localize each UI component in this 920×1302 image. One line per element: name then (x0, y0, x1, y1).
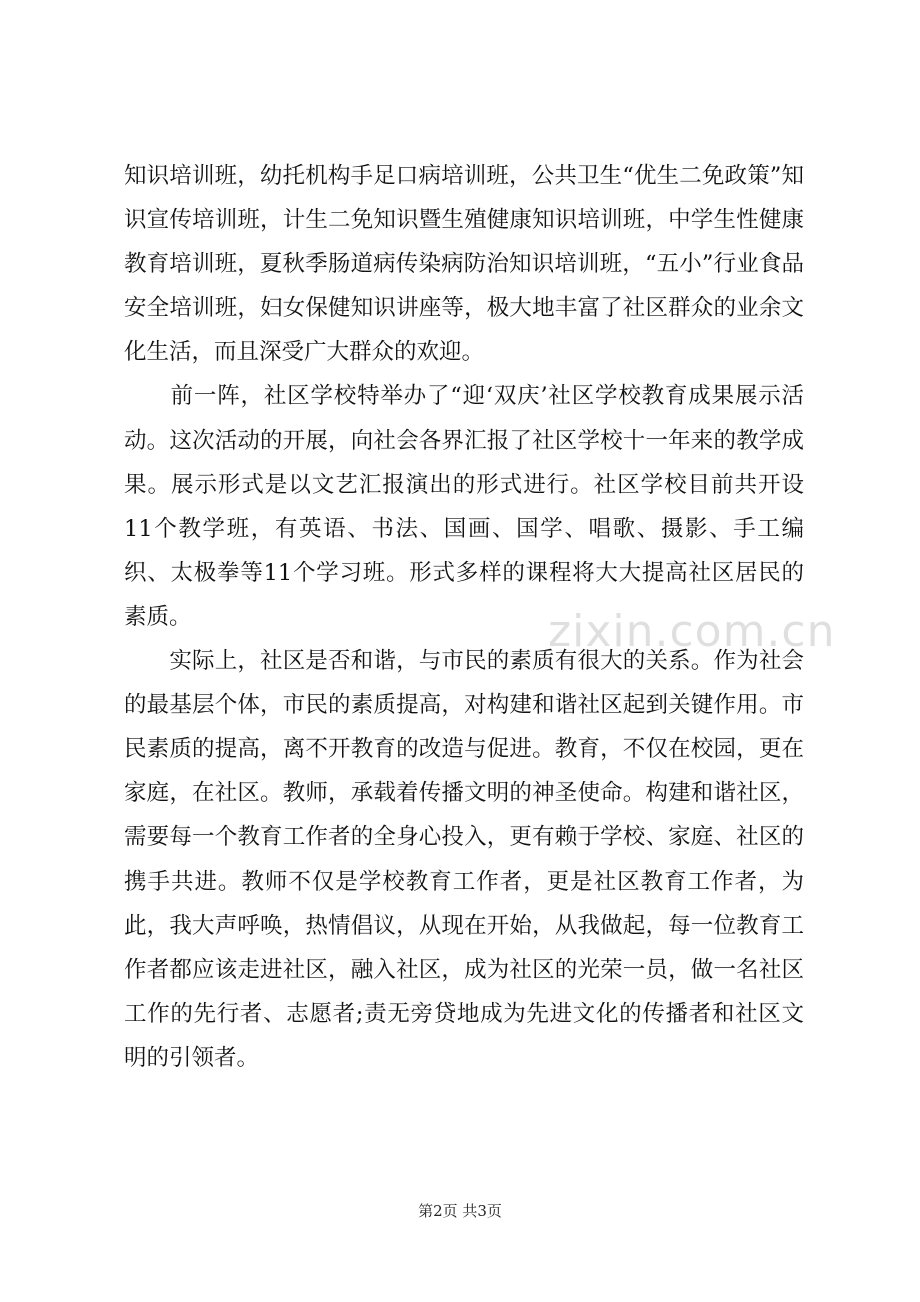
page-footer: 第2页 共3页 (418, 1202, 502, 1220)
paragraph-2: 前一阵，社区学校特举办了“迎‘双庆’社区学校教育成果展示活动。这次活动的开展，向社会各界汇报了社区学校十一年来的教学成果。展示形式是以文艺汇报演出的形式进行。社区学校目前共开设11个教学班，有英语、书法、国画、国学、唱歌、摄影、手工编织、太极拳等11个学习班。形式多样的课程将大大提高社区居民的素质。 (124, 383, 804, 630)
paragraph-3: 实际上，社区是否和谐，与市民的素质有很大的关系。作为社会的最基层个体，市民的素质提高，对构建和谐社区起到关键作用。市民素质的提高，离不开教育的改造与促进。教育，不仅在校园，更在家庭，在社区。教师，承载着传播文明的神圣使命。构建和谐社区，需要每一个教育工作者的全身心投入，更有赖于学校、家庭、社区的携手共进。教师不仅是学校教育工作者，更是社区教育工作者，为此，我大声呼唤，热情倡议，从现在开始，从我做起，每一位教育工作者都应该走进社区，融入社区，成为社区的光荣一员，做一名社区工作的先行者、志愿者;责无旁贷地成为先进文化的传播者和社区文明的引领者。 (124, 648, 804, 1071)
watermark: zixin.com.cn (548, 606, 836, 657)
paragraph-1: 知识培训班，幼托机构手足口病培训班，公共卫生“优生二免政策”知识宣传培训班，计生二免知识暨生殖健康知识培训班，中学生性健康教育培训班，夏秋季肠道病传染病防治知识培训班，“五小”行业食品安全培训班，妇女保健知识讲座等，极大地丰富了社区群众的业余文化生活，而且深受广大群众的欢迎。 (124, 163, 804, 366)
